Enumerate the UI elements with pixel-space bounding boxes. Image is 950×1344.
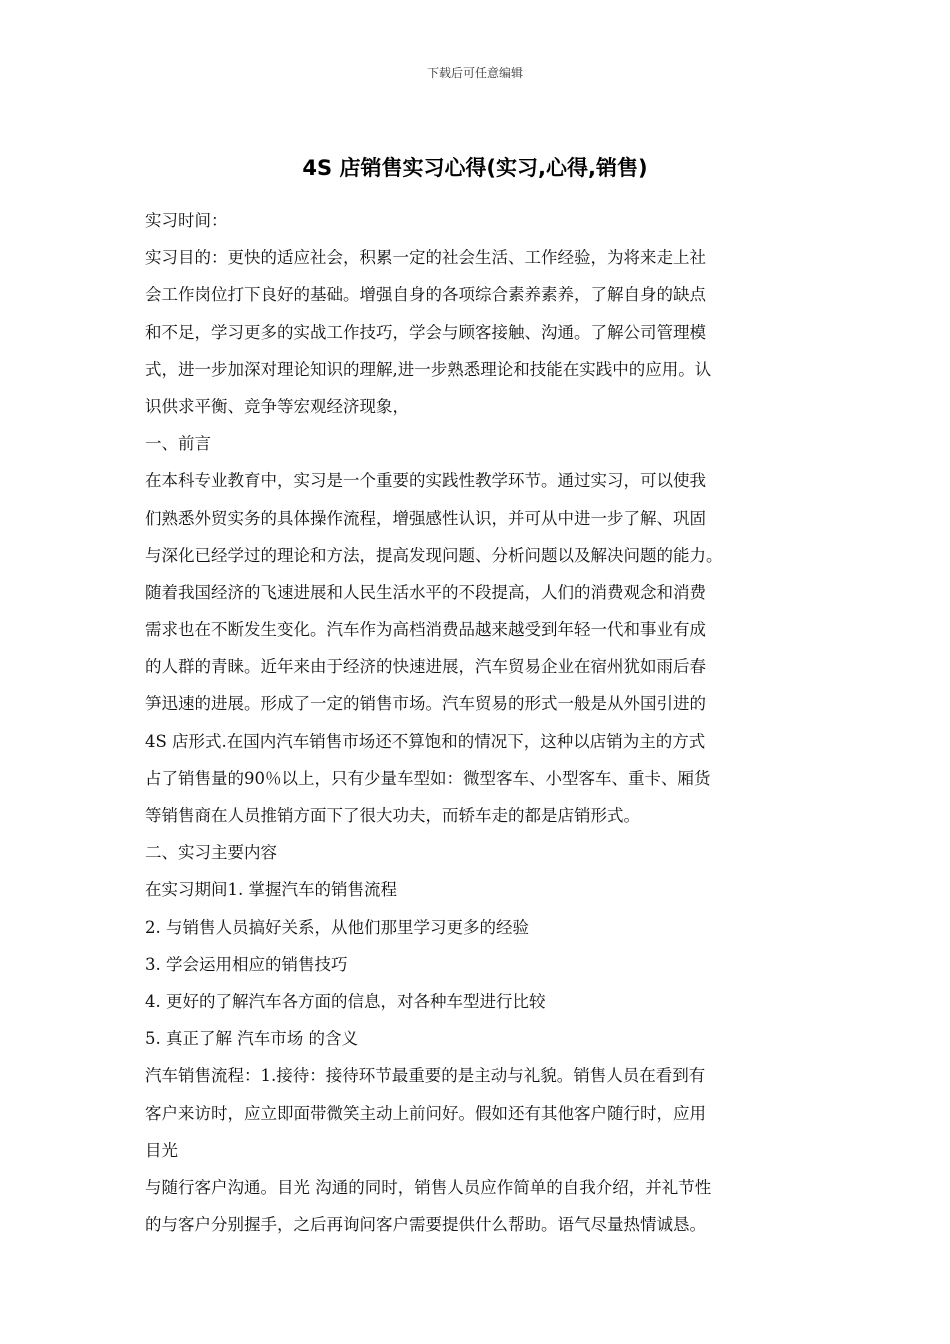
- body-line: 的与客户分别握手，之后再询问客户需要提供什么帮助。语气尽量热情诚恳。: [145, 1215, 706, 1235]
- body-line: 在本科专业教育中，实习是一个重要的实践性教学环节。通过实习，可以使我: [145, 471, 706, 491]
- body-line: 等销售商在人员推销方面下了很大功夫，而轿车走的都是店销形式。: [145, 806, 640, 825]
- body-line: 客户来访时，应立即面带微笑主动上前问好。假如还有其他客户随行时，应用: [145, 1103, 706, 1123]
- body-line: 实习时间：: [145, 211, 228, 230]
- body-line: 式，进一步加深对理论知识的理解,进一步熟悉理论和技能在实践中的应用。认: [145, 359, 712, 379]
- document-title: 4S 店销售实习心得(实习,心得,销售): [302, 156, 648, 180]
- body-line: 们熟悉外贸实务的具体操作流程，增强感性认识，并可从中进一步了解、巩固: [145, 508, 706, 528]
- body-line: 汽车销售流程：1.接待：接待环节最重要的是主动与礼貌。销售人员在看到有: [145, 1066, 706, 1086]
- body-line: 目光: [145, 1140, 178, 1160]
- list-item: 4. 更好的了解汽车各方面的信息，对各种车型进行比较: [145, 991, 546, 1011]
- body-line: 4S 店形式.在国内汽车销售市场还不算饱和的情况下，这种以店销为主的方式: [145, 731, 706, 751]
- list-item: 在实习期间1. 掌握汽车的销售流程: [145, 880, 397, 900]
- body-line: 需求也在不断发生变化。汽车作为高档消费品越来越受到年轻一代和事业有成: [145, 620, 706, 640]
- list-item: 3. 学会运用相应的销售技巧: [145, 954, 348, 974]
- page-header-note: 下载后可任意编辑: [426, 66, 523, 80]
- body-line: 随着我国经济的飞速进展和人民生活水平的不段提高，人们的消费观念和消费: [145, 582, 706, 602]
- body-line: 与随行客户沟通。目光 沟通的同时，销售人员应作简单的自我介绍，并礼节性: [145, 1177, 712, 1197]
- section-heading: 二、实习主要内容: [145, 843, 277, 863]
- body-line: 识供求平衡、竞争等宏观经济现象，: [145, 396, 409, 416]
- body-line: 笋迅速的进展。形成了一定的销售市场。汽车贸易的形式一般是从外国引进的: [145, 694, 706, 714]
- list-item: 5. 真正了解 汽车市场 的含义: [145, 1029, 358, 1049]
- document-body: [145, 202, 815, 1243]
- body-line: 实习目的：更快的适应社会，积累一定的社会生活、工作经验，为将来走上社: [145, 248, 706, 268]
- body-line: 与深化已经学过的理论和方法，提高发现问题、分析问题以及解决问题的能力。: [145, 545, 723, 565]
- body-line: 会工作岗位打下良好的基础。增强自身的各项综合素养素养，了解自身的缺点: [145, 285, 706, 305]
- section-heading: 一、前言: [145, 434, 211, 454]
- body-line: 占了销售量的90％以上，只有少量车型如：微型客车、小型客车、重卡、厢货: [145, 768, 711, 788]
- body-line: 和不足，学习更多的实战工作技巧，学会与顾客接触、沟通。了解公司管理模: [145, 322, 706, 342]
- body-line: 的人群的青睐。近年来由于经济的快速进展，汽车贸易企业在宿州犹如雨后春: [145, 657, 706, 677]
- list-item: 2. 与销售人员搞好关系，从他们那里学习更多的经验: [145, 917, 529, 937]
